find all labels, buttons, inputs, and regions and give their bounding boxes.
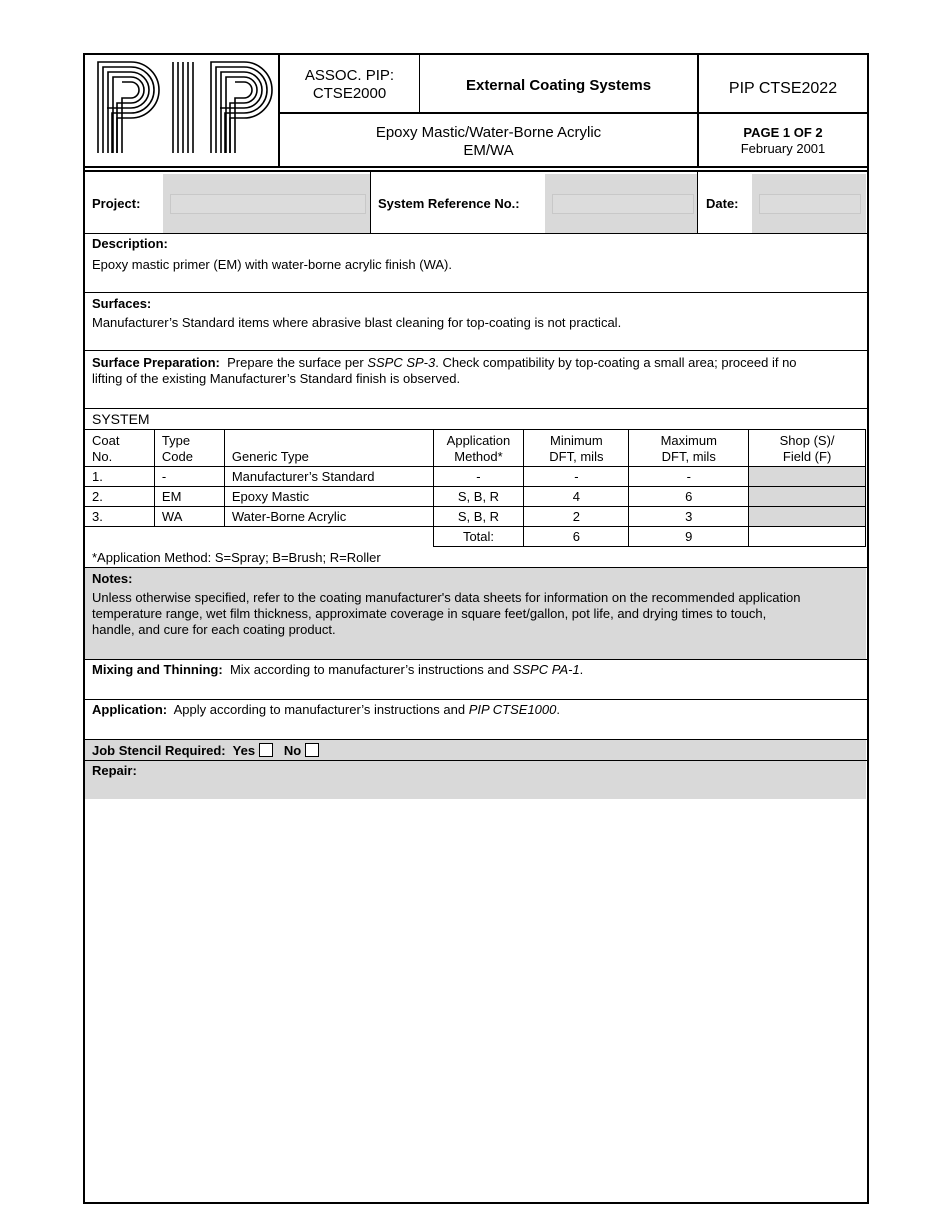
date-input[interactable] — [759, 194, 861, 214]
mixing-line — [92, 662, 583, 678]
subtitle-line-2: EM/WA — [463, 142, 514, 159]
min-dft: 2 — [524, 507, 629, 527]
notes-line-2: temperature range, wet film thickness, approximate coverage in square feet/gallon, pot life, and drying times to touch, — [92, 606, 767, 621]
description-label: Description: — [92, 236, 168, 251]
stencil-line — [92, 743, 319, 759]
max-dft: 3 — [629, 507, 749, 527]
subtitle — [280, 124, 697, 160]
notes-line-3: handle, and cure for each coating product. — [92, 622, 336, 637]
application-ref: PIP CTSE1000 — [468, 702, 557, 717]
divider — [85, 408, 867, 409]
divider — [85, 350, 867, 351]
stencil-no-label: No — [283, 743, 302, 758]
application-method: S, B, R — [433, 507, 524, 527]
application-method: - — [433, 467, 524, 487]
application-label: Application: — [92, 702, 168, 717]
type-code: - — [154, 467, 224, 487]
divider — [85, 170, 867, 172]
generic-type: Water-Borne Acrylic — [224, 507, 433, 527]
total-row — [85, 527, 866, 547]
divider — [85, 659, 867, 660]
application-method: S, B, R — [433, 487, 524, 507]
repair-label: Repair: — [92, 763, 137, 778]
stencil-yes-checkbox[interactable] — [259, 743, 273, 757]
system-label: SYSTEM — [92, 411, 150, 427]
system-ref-label: System Reference No.: — [378, 196, 520, 211]
page-info — [699, 125, 867, 157]
generic-type: Manufacturer’s Standard — [224, 467, 433, 487]
repair-field[interactable] — [85, 761, 866, 799]
surface-prep-text: Prepare the surface per — [227, 355, 364, 370]
divider — [697, 172, 698, 234]
stencil-label: Job Stencil Required: — [92, 743, 226, 758]
divider — [85, 699, 867, 700]
divider — [85, 166, 867, 168]
surface-prep-line-1 — [92, 355, 797, 371]
stencil-no-checkbox[interactable] — [305, 743, 319, 757]
stencil-yes-label: Yes — [232, 743, 256, 758]
surface-prep-text-post: . Check compatibility by top-coating a small area; proceed if no — [435, 355, 797, 370]
application-end: . — [556, 702, 561, 717]
project-input[interactable] — [170, 194, 366, 214]
system-table-header — [85, 430, 866, 467]
type-code: WA — [154, 507, 224, 527]
revision-date: February 2001 — [740, 141, 826, 156]
min-dft: - — [524, 467, 629, 487]
total-min-dft: 6 — [524, 527, 629, 547]
pip-logo — [95, 58, 275, 156]
coat-no: 1. — [85, 467, 155, 487]
project-label: Project: — [92, 196, 141, 211]
col-header-shop: Shop (S)/ Field (F) — [749, 430, 866, 467]
col-header-max: Maximum DFT, mils — [629, 430, 749, 467]
min-dft: 4 — [524, 487, 629, 507]
coat-no: 2. — [85, 487, 155, 507]
col-header-coat: Coat No. — [85, 430, 155, 467]
assoc-line-2: CTSE2000 — [312, 85, 387, 102]
application-line — [92, 702, 560, 718]
type-code: EM — [154, 487, 224, 507]
subtitle-line-1: Epoxy Mastic/Water-Borne Acrylic — [375, 124, 602, 141]
divider — [85, 233, 867, 234]
surfaces-label: Surfaces: — [92, 296, 152, 311]
application-text: Apply according to manufacturer’s instructions and — [173, 702, 466, 717]
system-ref-input[interactable] — [552, 194, 694, 214]
divider — [279, 112, 867, 114]
page-title: External Coating Systems — [465, 77, 652, 94]
application-method-footnote: *Application Method: S=Spray; B=Brush; R=Roller — [92, 550, 381, 565]
divider — [85, 292, 867, 293]
mixing-end: . — [579, 662, 584, 677]
table-row — [85, 467, 866, 487]
notes-label: Notes: — [92, 571, 133, 586]
shop-field-input[interactable] — [749, 507, 866, 527]
surface-prep-ref: SSPC SP-3 — [367, 355, 436, 370]
shop-field-input[interactable] — [749, 487, 866, 507]
coat-no: 3. — [85, 507, 155, 527]
surface-prep-line-2: lifting of the existing Manufacturer’s Standard finish is observed. — [92, 371, 461, 386]
mixing-text: Mix according to manufacturer’s instructions and — [229, 662, 510, 677]
total-max-dft: 9 — [629, 527, 749, 547]
description-text: Epoxy mastic primer (EM) with water-borne acrylic finish (WA). — [92, 257, 452, 272]
total-shop-cell — [749, 527, 866, 547]
col-header-generic: Generic Type — [224, 430, 433, 467]
pip-logo-graphic — [95, 58, 275, 156]
col-header-method: Application Method* — [433, 430, 524, 467]
table-row — [85, 507, 866, 527]
surfaces-text: Manufacturer’s Standard items where abrasive blast cleaning for top-coating is not practical. — [92, 315, 622, 330]
assoc-label — [280, 67, 419, 103]
date-label: Date: — [706, 196, 739, 211]
table-row — [85, 487, 866, 507]
assoc-line-1: ASSOC. PIP: — [304, 67, 395, 84]
mixing-ref: SSPC PA-1 — [512, 662, 580, 677]
surface-prep-label: Surface Preparation: — [92, 355, 220, 370]
max-dft: 6 — [629, 487, 749, 507]
total-label: Total: — [433, 527, 524, 547]
shop-field-input[interactable] — [749, 467, 866, 487]
doc-number: PIP CTSE2022 — [728, 80, 838, 97]
col-header-type: Type Code — [154, 430, 224, 467]
system-table — [84, 429, 866, 547]
mixing-label: Mixing and Thinning: — [92, 662, 223, 677]
max-dft: - — [629, 467, 749, 487]
generic-type: Epoxy Mastic — [224, 487, 433, 507]
notes-line-1: Unless otherwise specified, refer to the coating manufacturer's data sheets for information on the recommended application — [92, 590, 801, 605]
page-label: PAGE 1 OF 2 — [743, 125, 823, 140]
col-header-min: Minimum DFT, mils — [524, 430, 629, 467]
divider — [370, 172, 371, 234]
